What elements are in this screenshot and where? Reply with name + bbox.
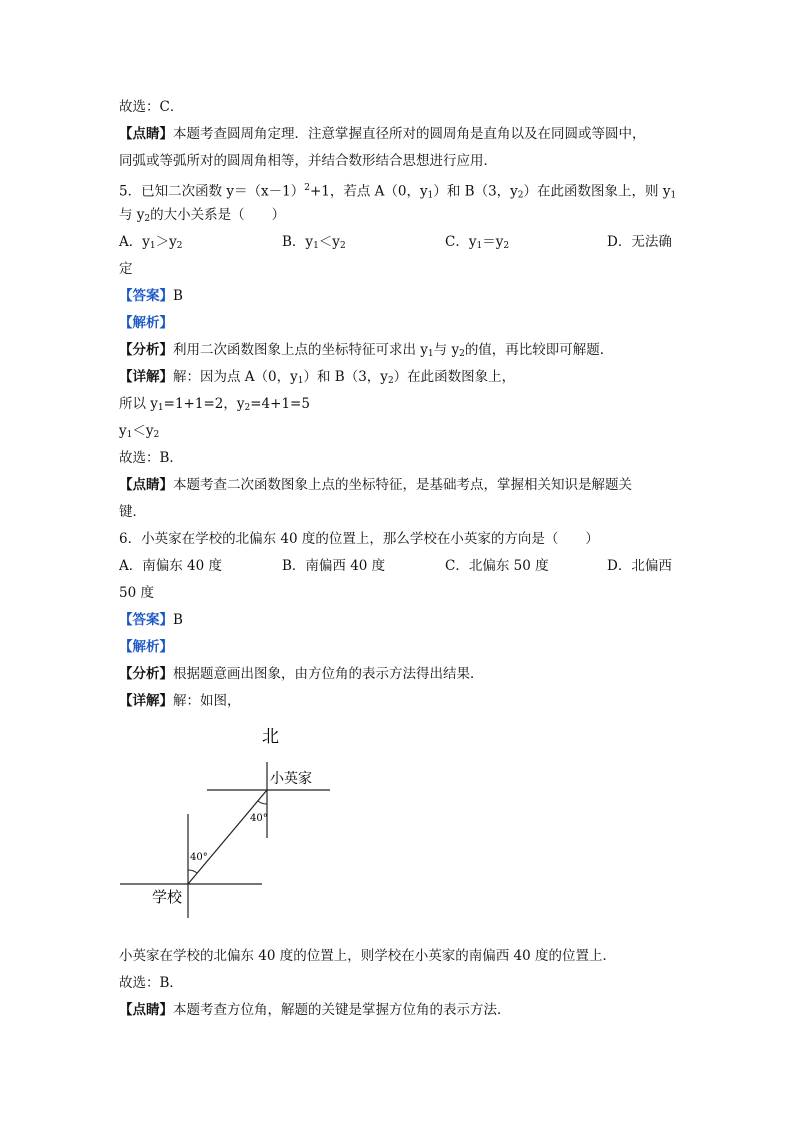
direction-figure [110,720,350,920]
q5-option-a: A．$y_1>y_2$ [119,234,183,251]
q6-stem: 6．小英家在学校的北偏东 40 度的位置上，那么学校在小英家的方向是（ ） [119,531,599,547]
q5-relation: $y_1<y_2$ [119,423,160,440]
q5-jiexi: 【解析】 [119,315,173,331]
q5-option-b: B．$y_1<y_2$ [282,234,346,251]
answer-value: B [173,288,183,304]
q5-fenxi: 【分析】利用二次函数图象上点的坐标特征可求出 $y_1$与 $y_2$的值，再比较即可解题． [119,342,614,359]
angle-arc-school [188,870,197,873]
q5-dianjing: 【点睛】本题考查二次函数图象上点的坐标特征，是基础考点，掌握相关知识是解题关 [119,477,632,493]
q6-dianjing: 【点睛】本题考查方位角，解题的关键是掌握方位角的表示方法． [119,1002,511,1018]
prev-dianjing-cont: 同弧或等弧所对的圆周角相等，并结合数形结合思想进行应用． [119,153,497,169]
q5-stem: 5．已知二次函数 $y=(x-1)^2+1$，若点 A（0，$y_1$）和 B（3，$y_2$）在此函数图象上，则 $y_1$ [119,183,677,201]
q5-option-c: C．$y_1=y_2$ [445,234,510,251]
prev-dianjing [119,124,646,144]
q6-guxuan: 故选：B． [119,975,183,991]
home-label: 小英家 [270,771,312,787]
q6-jiexi: 【解析】 [119,639,173,655]
q6-option-d: D．北偏西 [607,558,672,574]
q5-xiangjie: 【详解】解：因为点 A（0，$y_1$）和 B（3，$y_2$）在此函数图象上， [119,369,516,386]
q6-answer: 【答案】B [119,612,183,628]
q6-option-a: A．南偏东 40 度 [119,558,223,574]
q5-stem-cont: 与 $y_2$的大小关系是（ ） [119,207,286,224]
angle-arc-home [258,801,267,804]
angle-label-home: 40° [250,813,268,824]
q5-dianjing-cont: 键． [119,504,146,520]
q5-answer [119,286,183,306]
q6-fenxi: 【分析】根据题意画出图象，由方位角的表示方法得出结果． [119,666,484,682]
dianjing-text: 本题考查圆周角定理．注意掌握直径所对的圆周角是直角以及在同圆或等圆中， [173,126,646,142]
prev-answer-choice: 故选：C． [119,99,184,115]
q5-option-d-cont: 定 [119,261,133,277]
answer-tag: 【答案】 [119,288,173,304]
q6-option-b: B．南偏西 40 度 [282,558,386,574]
dianjing-tag: 【点睛】 [119,126,173,142]
connect-line [188,790,267,884]
q5-calc: 所以 $y_1=1+1=2$，$y_2=4+1=5$ [119,396,310,413]
q6-conclusion: 小英家在学校的北偏东 40 度的位置上，则学校在小英家的南偏西 40 度的位置上． [119,948,617,964]
q5-option-d: D．无法确 [607,234,672,250]
angle-label-school: 40° [190,852,208,863]
school-label: 学校 [152,888,183,906]
q6-xiangjie: 【详解】解：如图， [119,693,241,709]
q6-option-c: C．北偏东 50 度 [445,558,549,574]
q6-option-d-cont: 50 度 [119,585,154,601]
q5-guxuan: 故选：B． [119,450,183,466]
north-label: 北 [262,727,279,747]
